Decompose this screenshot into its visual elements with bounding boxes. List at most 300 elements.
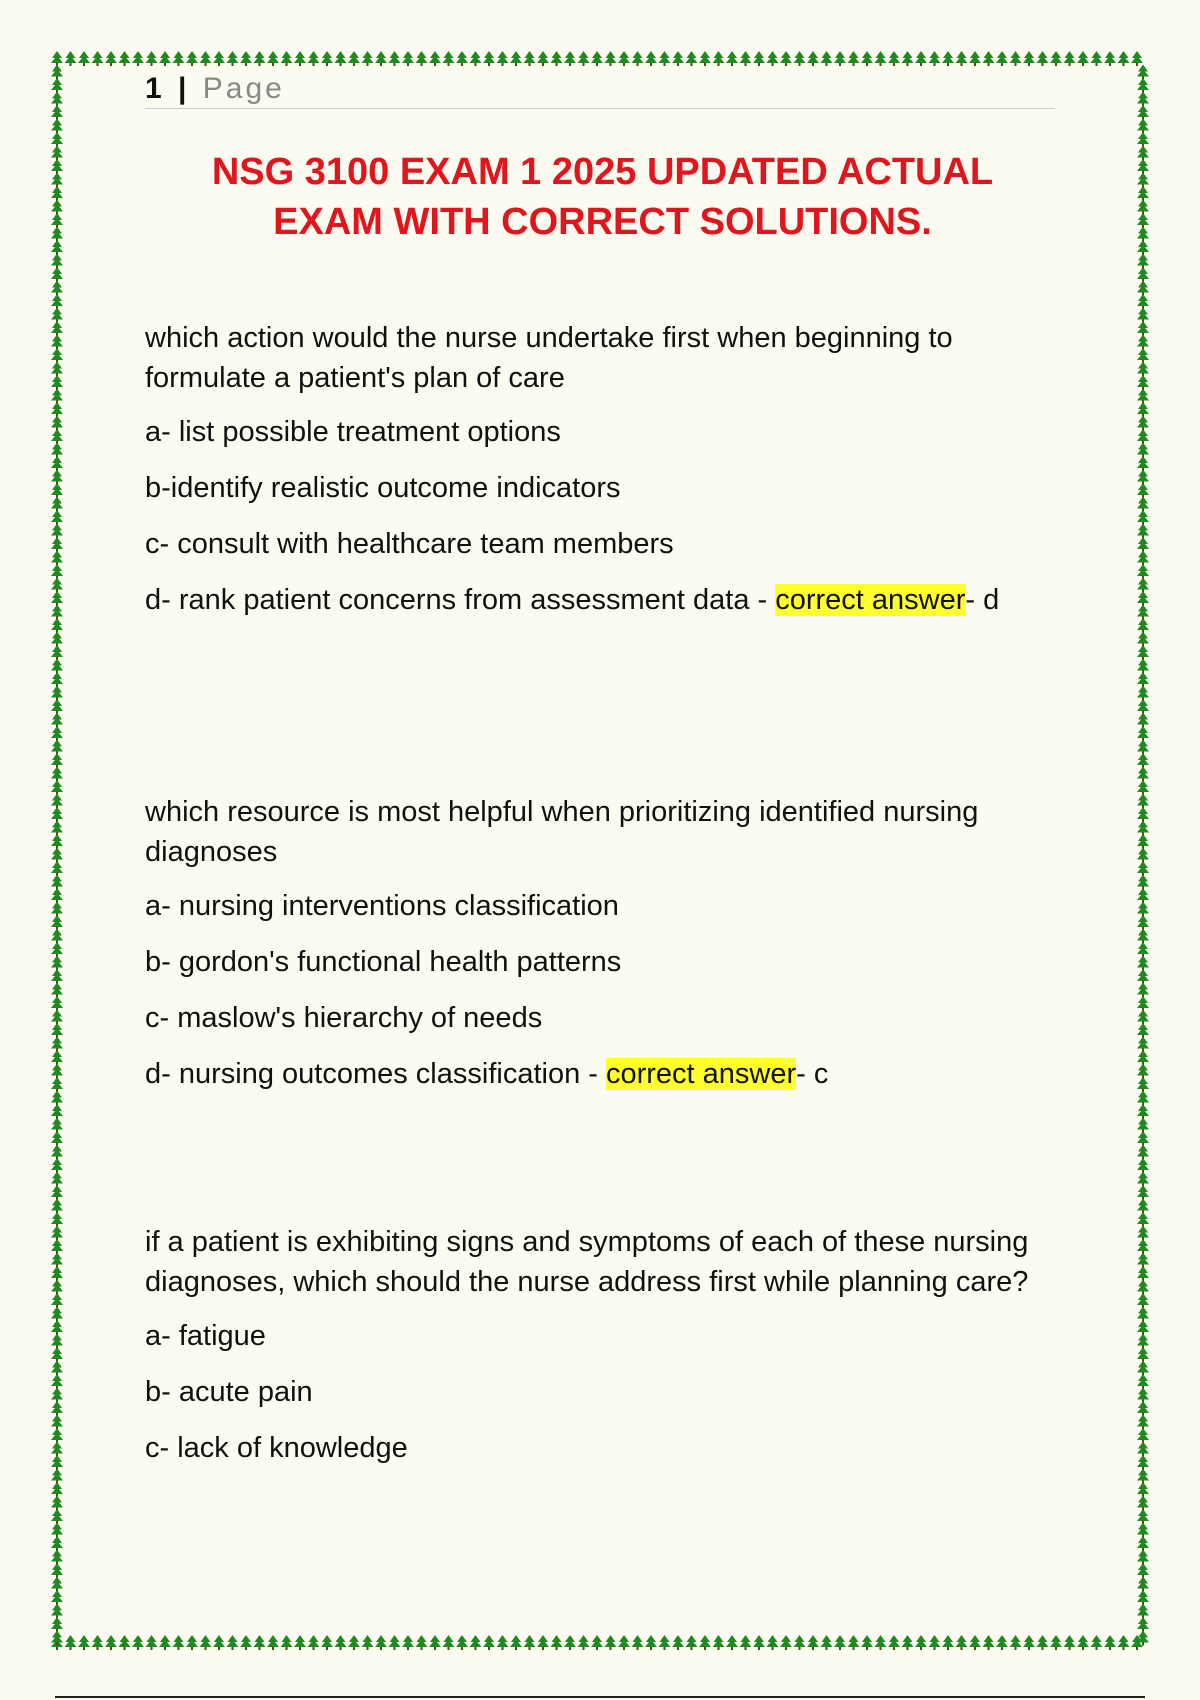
question-text: which action would the nurse undertake first when beginning to formulate a patient's plan of care — [145, 322, 953, 394]
tree-icon — [983, 1635, 995, 1650]
tree-icon — [119, 51, 131, 66]
tree-icon — [213, 51, 225, 66]
tree-icon — [51, 105, 63, 120]
tree-icon — [1137, 348, 1149, 363]
tree-icon — [51, 1550, 63, 1565]
tree-icon — [200, 51, 212, 66]
tree-icon — [1137, 1523, 1149, 1538]
tree-icon — [51, 1536, 63, 1551]
option-c: c- lack of knowledge — [145, 1432, 408, 1464]
tree-icon — [1137, 537, 1149, 552]
tree-icon — [51, 848, 63, 863]
tree-icon — [888, 1635, 900, 1650]
tree-icon — [51, 794, 63, 809]
tree-icon — [1137, 1482, 1149, 1497]
option-a: a- list possible treatment options — [145, 416, 561, 448]
tree-icon — [1137, 65, 1149, 80]
tree-icon — [51, 416, 63, 431]
tree-icon — [402, 51, 414, 66]
tree-icon — [1137, 389, 1149, 404]
tree-icon — [659, 1635, 671, 1650]
tree-icon — [51, 915, 63, 930]
option-b: b- acute pain — [145, 1376, 313, 1408]
tree-icon — [51, 1374, 63, 1389]
option-d — [145, 1054, 1060, 1094]
tree-icon — [51, 1631, 63, 1646]
tree-icon — [753, 1635, 765, 1650]
tree-icon — [591, 1635, 603, 1650]
tree-icon — [1064, 51, 1076, 66]
tree-icon — [726, 51, 738, 66]
correct-answer-highlight: correct answer — [775, 584, 966, 616]
tree-icon — [807, 1635, 819, 1650]
tree-icon — [51, 173, 63, 188]
tree-icon — [429, 1635, 441, 1650]
tree-icon — [483, 1635, 495, 1650]
tree-icon — [618, 51, 630, 66]
tree-icon — [159, 51, 171, 66]
tree-icon — [942, 1635, 954, 1650]
tree-icon — [51, 1590, 63, 1605]
tree-icon — [618, 1635, 630, 1650]
tree-icon — [1137, 510, 1149, 525]
tree-icon — [1137, 848, 1149, 863]
tree-icon — [335, 1635, 347, 1650]
tree-icon — [956, 1635, 968, 1650]
tree-icon — [996, 1635, 1008, 1650]
tree-icon — [848, 1635, 860, 1650]
tree-icon — [1137, 1077, 1149, 1092]
tree-icon — [200, 1635, 212, 1650]
tree-icon — [389, 1635, 401, 1650]
tree-icon — [1137, 335, 1149, 350]
tree-icon — [780, 1635, 792, 1650]
tree-icon — [294, 51, 306, 66]
tree-icon — [335, 51, 347, 66]
tree-icon — [1137, 672, 1149, 687]
tree-icon — [51, 618, 63, 633]
tree-icon — [227, 1635, 239, 1650]
tree-icon — [1137, 497, 1149, 512]
tree-icon — [65, 1635, 77, 1650]
tree-icon — [51, 1496, 63, 1511]
tree-icon — [551, 51, 563, 66]
tree-icon — [51, 186, 63, 201]
tree-icon — [51, 1307, 63, 1322]
tree-icon — [969, 51, 981, 66]
tree-icon — [929, 1635, 941, 1650]
tree-icon — [213, 1635, 225, 1650]
tree-icon — [51, 1199, 63, 1214]
tree-icon — [794, 1635, 806, 1650]
tree-icon — [659, 51, 671, 66]
tree-icon — [632, 1635, 644, 1650]
tree-icon — [51, 456, 63, 471]
tree-icon — [983, 51, 995, 66]
tree-icon — [740, 51, 752, 66]
tree-icon — [861, 1635, 873, 1650]
tree-icon — [51, 1361, 63, 1376]
tree-icon — [564, 51, 576, 66]
option-b: b- gordon's functional health patterns — [145, 946, 622, 978]
tree-icon — [51, 227, 63, 242]
tree-icon — [1137, 740, 1149, 755]
tree-icon — [1137, 1401, 1149, 1416]
tree-icon — [51, 807, 63, 822]
tree-icon — [888, 51, 900, 66]
tree-icon — [51, 861, 63, 876]
tree-icon — [875, 1635, 887, 1650]
tree-icon — [821, 1635, 833, 1650]
tree-icon — [51, 1239, 63, 1254]
tree-icon — [51, 1118, 63, 1133]
tree-icon — [51, 591, 63, 606]
tree-icon — [821, 51, 833, 66]
tree-icon — [78, 51, 90, 66]
tree-icon — [1137, 996, 1149, 1011]
tree-icon — [834, 51, 846, 66]
tree-icon — [51, 1563, 63, 1578]
tree-icon — [51, 1482, 63, 1497]
tree-icon — [713, 51, 725, 66]
page-number: 1 — [145, 72, 165, 105]
tree-icon — [1023, 51, 1035, 66]
document-title — [145, 147, 1060, 247]
tree-icon — [173, 1635, 185, 1650]
tree-icon — [699, 1635, 711, 1650]
tree-icon — [146, 1635, 158, 1650]
tree-icon — [51, 1577, 63, 1592]
tree-icon — [51, 1509, 63, 1524]
tree-icon — [1137, 254, 1149, 269]
tree-icon — [51, 1077, 63, 1092]
tree-icon — [699, 51, 711, 66]
tree-icon — [186, 1635, 198, 1650]
tree-icon — [794, 51, 806, 66]
tree-icon — [672, 1635, 684, 1650]
tree-icon — [375, 1635, 387, 1650]
tree-icon — [1137, 1617, 1149, 1632]
tree-icon — [51, 767, 63, 782]
tree-icon — [1137, 429, 1149, 444]
tree-icon — [51, 1428, 63, 1443]
tree-icon — [51, 686, 63, 701]
tree-icon — [497, 51, 509, 66]
page-separator: | — [178, 72, 190, 105]
tree-icon — [1137, 1455, 1149, 1470]
tree-icon — [605, 1635, 617, 1650]
tree-icon — [1137, 1388, 1149, 1403]
tree-icon — [1137, 1239, 1149, 1254]
tree-icon — [51, 1320, 63, 1335]
tree-icon — [1137, 443, 1149, 458]
tree-icon — [1137, 1023, 1149, 1038]
title-line-1: NSG 3100 EXAM 1 2025 UPDATED ACTUAL — [211, 151, 994, 193]
tree-icon — [1137, 1442, 1149, 1457]
tree-icon — [51, 632, 63, 647]
tree-icon — [362, 51, 374, 66]
page-content — [145, 70, 1060, 1464]
tree-icon — [1137, 699, 1149, 714]
tree-icon — [1137, 1293, 1149, 1308]
tree-icon — [1010, 1635, 1022, 1650]
tree-icon — [1118, 1635, 1130, 1650]
tree-icon — [51, 753, 63, 768]
tree-icon — [146, 51, 158, 66]
page-header — [145, 70, 1055, 109]
tree-icon — [645, 1635, 657, 1650]
tree-icon — [186, 51, 198, 66]
option-a: a- fatigue — [145, 1320, 266, 1352]
tree-icon — [51, 537, 63, 552]
tree-icon — [1137, 1536, 1149, 1551]
tree-icon — [51, 1347, 63, 1362]
tree-icon — [51, 1415, 63, 1430]
tree-icon — [1137, 956, 1149, 971]
tree-icon — [51, 362, 63, 377]
tree-icon — [51, 443, 63, 458]
tree-icon — [767, 1635, 779, 1650]
tree-icon — [780, 51, 792, 66]
tree-icon — [1137, 834, 1149, 849]
tree-icon — [375, 51, 387, 66]
tree-icon — [510, 51, 522, 66]
tree-icon — [281, 1635, 293, 1650]
tree-icon — [321, 51, 333, 66]
tree-icon — [1131, 51, 1143, 66]
tree-icon — [1050, 51, 1062, 66]
tree-icon — [1137, 1307, 1149, 1322]
tree-icon — [1137, 173, 1149, 188]
tree-icon — [51, 51, 63, 66]
tree-icon — [51, 335, 63, 350]
tree-icon — [497, 1635, 509, 1650]
tree-icon — [1137, 888, 1149, 903]
tree-icon — [51, 200, 63, 215]
tree-icon — [51, 1091, 63, 1106]
tree-icon — [51, 1145, 63, 1160]
tree-icon — [1137, 726, 1149, 741]
tree-icon — [1023, 1635, 1035, 1650]
tree-icon — [1137, 362, 1149, 377]
tree-icon — [1091, 51, 1103, 66]
tree-icon — [1091, 1635, 1103, 1650]
tree-icon — [1137, 213, 1149, 228]
tree-icon — [281, 51, 293, 66]
tree-icon — [389, 51, 401, 66]
tree-icon — [362, 1635, 374, 1650]
tree-icon — [51, 699, 63, 714]
tree-icon — [1137, 1185, 1149, 1200]
tree-icon — [1137, 1509, 1149, 1524]
tree-icon — [1137, 267, 1149, 282]
tree-icon — [1137, 1118, 1149, 1133]
tree-icon — [1137, 794, 1149, 809]
bottom-divider — [55, 1696, 1145, 1698]
tree-icon — [105, 1635, 117, 1650]
tree-icon — [51, 1617, 63, 1632]
tree-icon — [1137, 92, 1149, 107]
tree-icon — [51, 1010, 63, 1025]
tree-icon — [173, 51, 185, 66]
tree-icon — [1137, 1037, 1149, 1052]
tree-icon — [51, 1455, 63, 1470]
tree-icon — [51, 497, 63, 512]
tree-icon — [267, 51, 279, 66]
tree-icon — [1137, 456, 1149, 471]
tree-icon — [1137, 416, 1149, 431]
tree-icon — [1137, 321, 1149, 336]
tree-icon — [537, 51, 549, 66]
tree-icon — [159, 1635, 171, 1650]
tree-icon — [51, 1104, 63, 1119]
tree-icon — [956, 51, 968, 66]
tree-icon — [1137, 861, 1149, 876]
tree-icon — [51, 281, 63, 296]
tree-icon — [1137, 780, 1149, 795]
tree-icon — [1137, 1199, 1149, 1214]
tree-icon — [51, 267, 63, 282]
tree-icon — [254, 1635, 266, 1650]
tree-icon — [51, 996, 63, 1011]
tree-icon — [1137, 1158, 1149, 1173]
tree-icon — [51, 888, 63, 903]
option-d — [145, 580, 1060, 620]
tree-icon — [969, 1635, 981, 1650]
answer-letter: - c — [796, 1058, 829, 1090]
tree-icon — [443, 1635, 455, 1650]
tree-icon — [1137, 1496, 1149, 1511]
tree-icon — [1104, 51, 1116, 66]
tree-icon — [51, 1280, 63, 1295]
tree-icon — [51, 1158, 63, 1173]
tree-icon — [1137, 524, 1149, 539]
tree-icon — [1137, 767, 1149, 782]
tree-icon — [240, 51, 252, 66]
tree-icon — [416, 1635, 428, 1650]
question-2 — [145, 792, 1060, 1110]
tree-icon — [1037, 51, 1049, 66]
tree-icon — [132, 1635, 144, 1650]
tree-icon — [51, 1604, 63, 1619]
tree-icon — [1037, 1635, 1049, 1650]
tree-icon — [1137, 402, 1149, 417]
tree-icon — [578, 51, 590, 66]
tree-icon — [1137, 1604, 1149, 1619]
tree-icon — [1137, 929, 1149, 944]
tree-icon — [1137, 1266, 1149, 1281]
tree-icon — [51, 969, 63, 984]
tree-icon — [524, 51, 536, 66]
tree-icon — [51, 1064, 63, 1079]
question-text: which resource is most helpful when prioritizing identified nursing diagnoses — [145, 796, 979, 868]
tree-icon — [51, 605, 63, 620]
tree-icon — [1137, 1428, 1149, 1443]
tree-icon — [51, 645, 63, 660]
tree-icon — [875, 51, 887, 66]
tree-icon — [1137, 470, 1149, 485]
tree-icon — [51, 834, 63, 849]
correct-answer-highlight: correct answer — [605, 1058, 797, 1090]
tree-icon — [1137, 308, 1149, 323]
tree-icon — [51, 1037, 63, 1052]
tree-icon — [1137, 1226, 1149, 1241]
tree-icon — [861, 51, 873, 66]
tree-icon — [1137, 159, 1149, 174]
tree-icon — [51, 821, 63, 836]
tree-icon — [1077, 1635, 1089, 1650]
tree-icon — [443, 51, 455, 66]
tree-icon — [996, 51, 1008, 66]
tree-icon — [51, 119, 63, 134]
tree-icon — [1137, 753, 1149, 768]
tree-icon — [51, 659, 63, 674]
tree-icon — [456, 51, 468, 66]
tree-icon — [686, 1635, 698, 1650]
tree-icon — [1137, 1374, 1149, 1389]
tree-icon — [308, 51, 320, 66]
tree-icon — [1137, 483, 1149, 498]
tree-icon — [416, 51, 428, 66]
tree-icon — [1137, 1172, 1149, 1187]
tree-icon — [51, 78, 63, 93]
tree-icon — [119, 1635, 131, 1650]
tree-icon — [51, 1023, 63, 1038]
tree-icon — [348, 1635, 360, 1650]
tree-icon — [740, 1635, 752, 1650]
tree-icon — [1010, 51, 1022, 66]
tree-icon — [1137, 1131, 1149, 1146]
tree-icon — [1137, 1334, 1149, 1349]
tree-icon — [1137, 1415, 1149, 1430]
tree-icon — [51, 780, 63, 795]
tree-icon — [470, 1635, 482, 1650]
tree-icon — [672, 51, 684, 66]
tree-icon — [51, 429, 63, 444]
title-line-2: EXAM WITH CORRECT SOLUTIONS. — [273, 201, 932, 243]
tree-icon — [1137, 1064, 1149, 1079]
tree-icon — [65, 51, 77, 66]
tree-icon — [51, 983, 63, 998]
tree-icon — [51, 1469, 63, 1484]
tree-icon — [51, 578, 63, 593]
tree-icon — [51, 1401, 63, 1416]
tree-icon — [1137, 632, 1149, 647]
tree-icon — [1137, 1550, 1149, 1565]
tree-icon — [1137, 713, 1149, 728]
tree-icon — [51, 713, 63, 728]
tree-icon — [942, 51, 954, 66]
tree-icon — [591, 51, 603, 66]
tree-icon — [51, 564, 63, 579]
option-a: a- nursing interventions classification — [145, 890, 619, 922]
tree-icon — [1137, 375, 1149, 390]
tree-icon — [51, 1442, 63, 1457]
tree-icon — [254, 51, 266, 66]
tree-icon — [294, 1635, 306, 1650]
tree-icon — [1137, 578, 1149, 593]
tree-icon — [902, 1635, 914, 1650]
tree-icon — [1137, 119, 1149, 134]
tree-icon — [1137, 105, 1149, 120]
tree-icon — [51, 1523, 63, 1538]
tree-icon — [51, 1253, 63, 1268]
tree-icon — [78, 1635, 90, 1650]
tree-icon — [51, 470, 63, 485]
tree-icon — [483, 51, 495, 66]
tree-icon — [726, 1635, 738, 1650]
tree-icon — [51, 726, 63, 741]
